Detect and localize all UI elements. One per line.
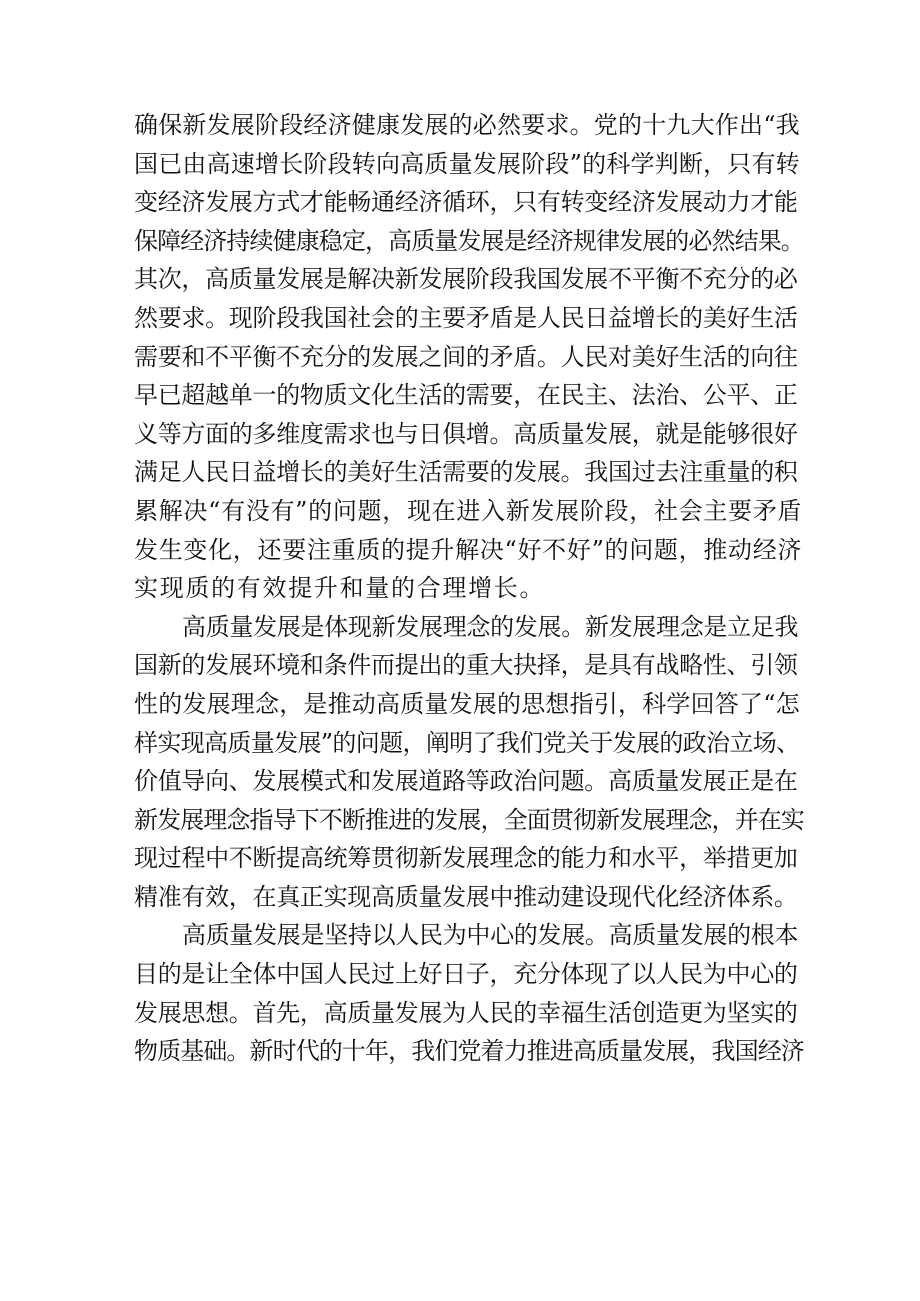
text-line: 满足人民日益增长的美好生活需要的发展。我国过去注重量的积 (134, 458, 798, 487)
text-line: 现过程中不断提高统筹贯彻新发展理念的能力和水平，举措更加 (134, 844, 798, 873)
text-line: 其次，高质量发展是解决新发展阶段我国发展不平衡不充分的必 (134, 265, 798, 294)
text-line: 实现质的有效提升和量的合理增长。 (134, 574, 546, 603)
document-body (134, 106, 804, 1071)
text-line: 新发展理念指导下不断推进的发展，全面贯彻新发展理念，并在实 (134, 805, 804, 834)
text-line: 变经济发展方式才能畅通经济循环，只有转变经济发展动力才能 (134, 188, 798, 217)
paragraph-1 (134, 106, 804, 608)
paragraph-3 (134, 916, 804, 1070)
text-line: 国新的发展环境和条件而提出的重大抉择，是具有战略性、引领 (134, 651, 798, 680)
text-line: 精准有效，在真正实现高质量发展中推动建设现代化经济体系。 (134, 882, 798, 911)
text-line: 保障经济持续健康稳定，高质量发展是经济规律发展的必然结果。 (134, 226, 804, 255)
text-line: 高质量发展是坚持以人民为中心的发展。高质量发展的根本 (182, 921, 799, 950)
text-line: 高质量发展是体现新发展理念的发展。新发展理念是立足我 (182, 612, 799, 641)
text-line: 然要求。现阶段我国社会的主要矛盾是人民日益增长的美好生活 (134, 303, 798, 332)
paragraph-2 (134, 608, 804, 917)
text-line: 国已由高速增长阶段转向高质量发展阶段”的科学判断，只有转 (134, 149, 800, 178)
text-line: 需要和不平衡不充分的发展之间的矛盾。人民对美好生活的向往 (134, 342, 798, 371)
text-line: 物质基础。新时代的十年，我们党着力推进高质量发展，我国经济 (134, 1037, 804, 1066)
text-line: 确保新发展阶段经济健康发展的必然要求。党的十九大作出“我 (134, 111, 800, 139)
text-line: 样实现高质量发展”的问题，阐明了我们党关于发展的政治立场、 (134, 728, 800, 757)
text-line: 早已超越单一的物质文化生活的需要，在民主、法治、公平、正 (134, 381, 798, 410)
text-line: 义等方面的多维度需求也与日俱增。高质量发展，就是能够很好 (134, 419, 798, 448)
text-line: 性的发展理念，是推动高质量发展的思想指引，科学回答了“怎 (134, 689, 800, 718)
text-line: 价值导向、发展模式和发展道路等政治问题。高质量发展正是在 (134, 767, 798, 796)
text-line: 发生变化，还要注重质的提升解决“好不好”的问题，推动经济 (134, 535, 803, 564)
text-line: 目的是让全体中国人民过上好日子，充分体现了以人民为中心的 (134, 960, 798, 989)
text-line: 发展思想。首先，高质量发展为人民的幸福生活创造更为坚实的 (134, 998, 798, 1027)
text-line: 累解决“有没有”的问题，现在进入新发展阶段，社会主要矛盾 (134, 496, 803, 525)
